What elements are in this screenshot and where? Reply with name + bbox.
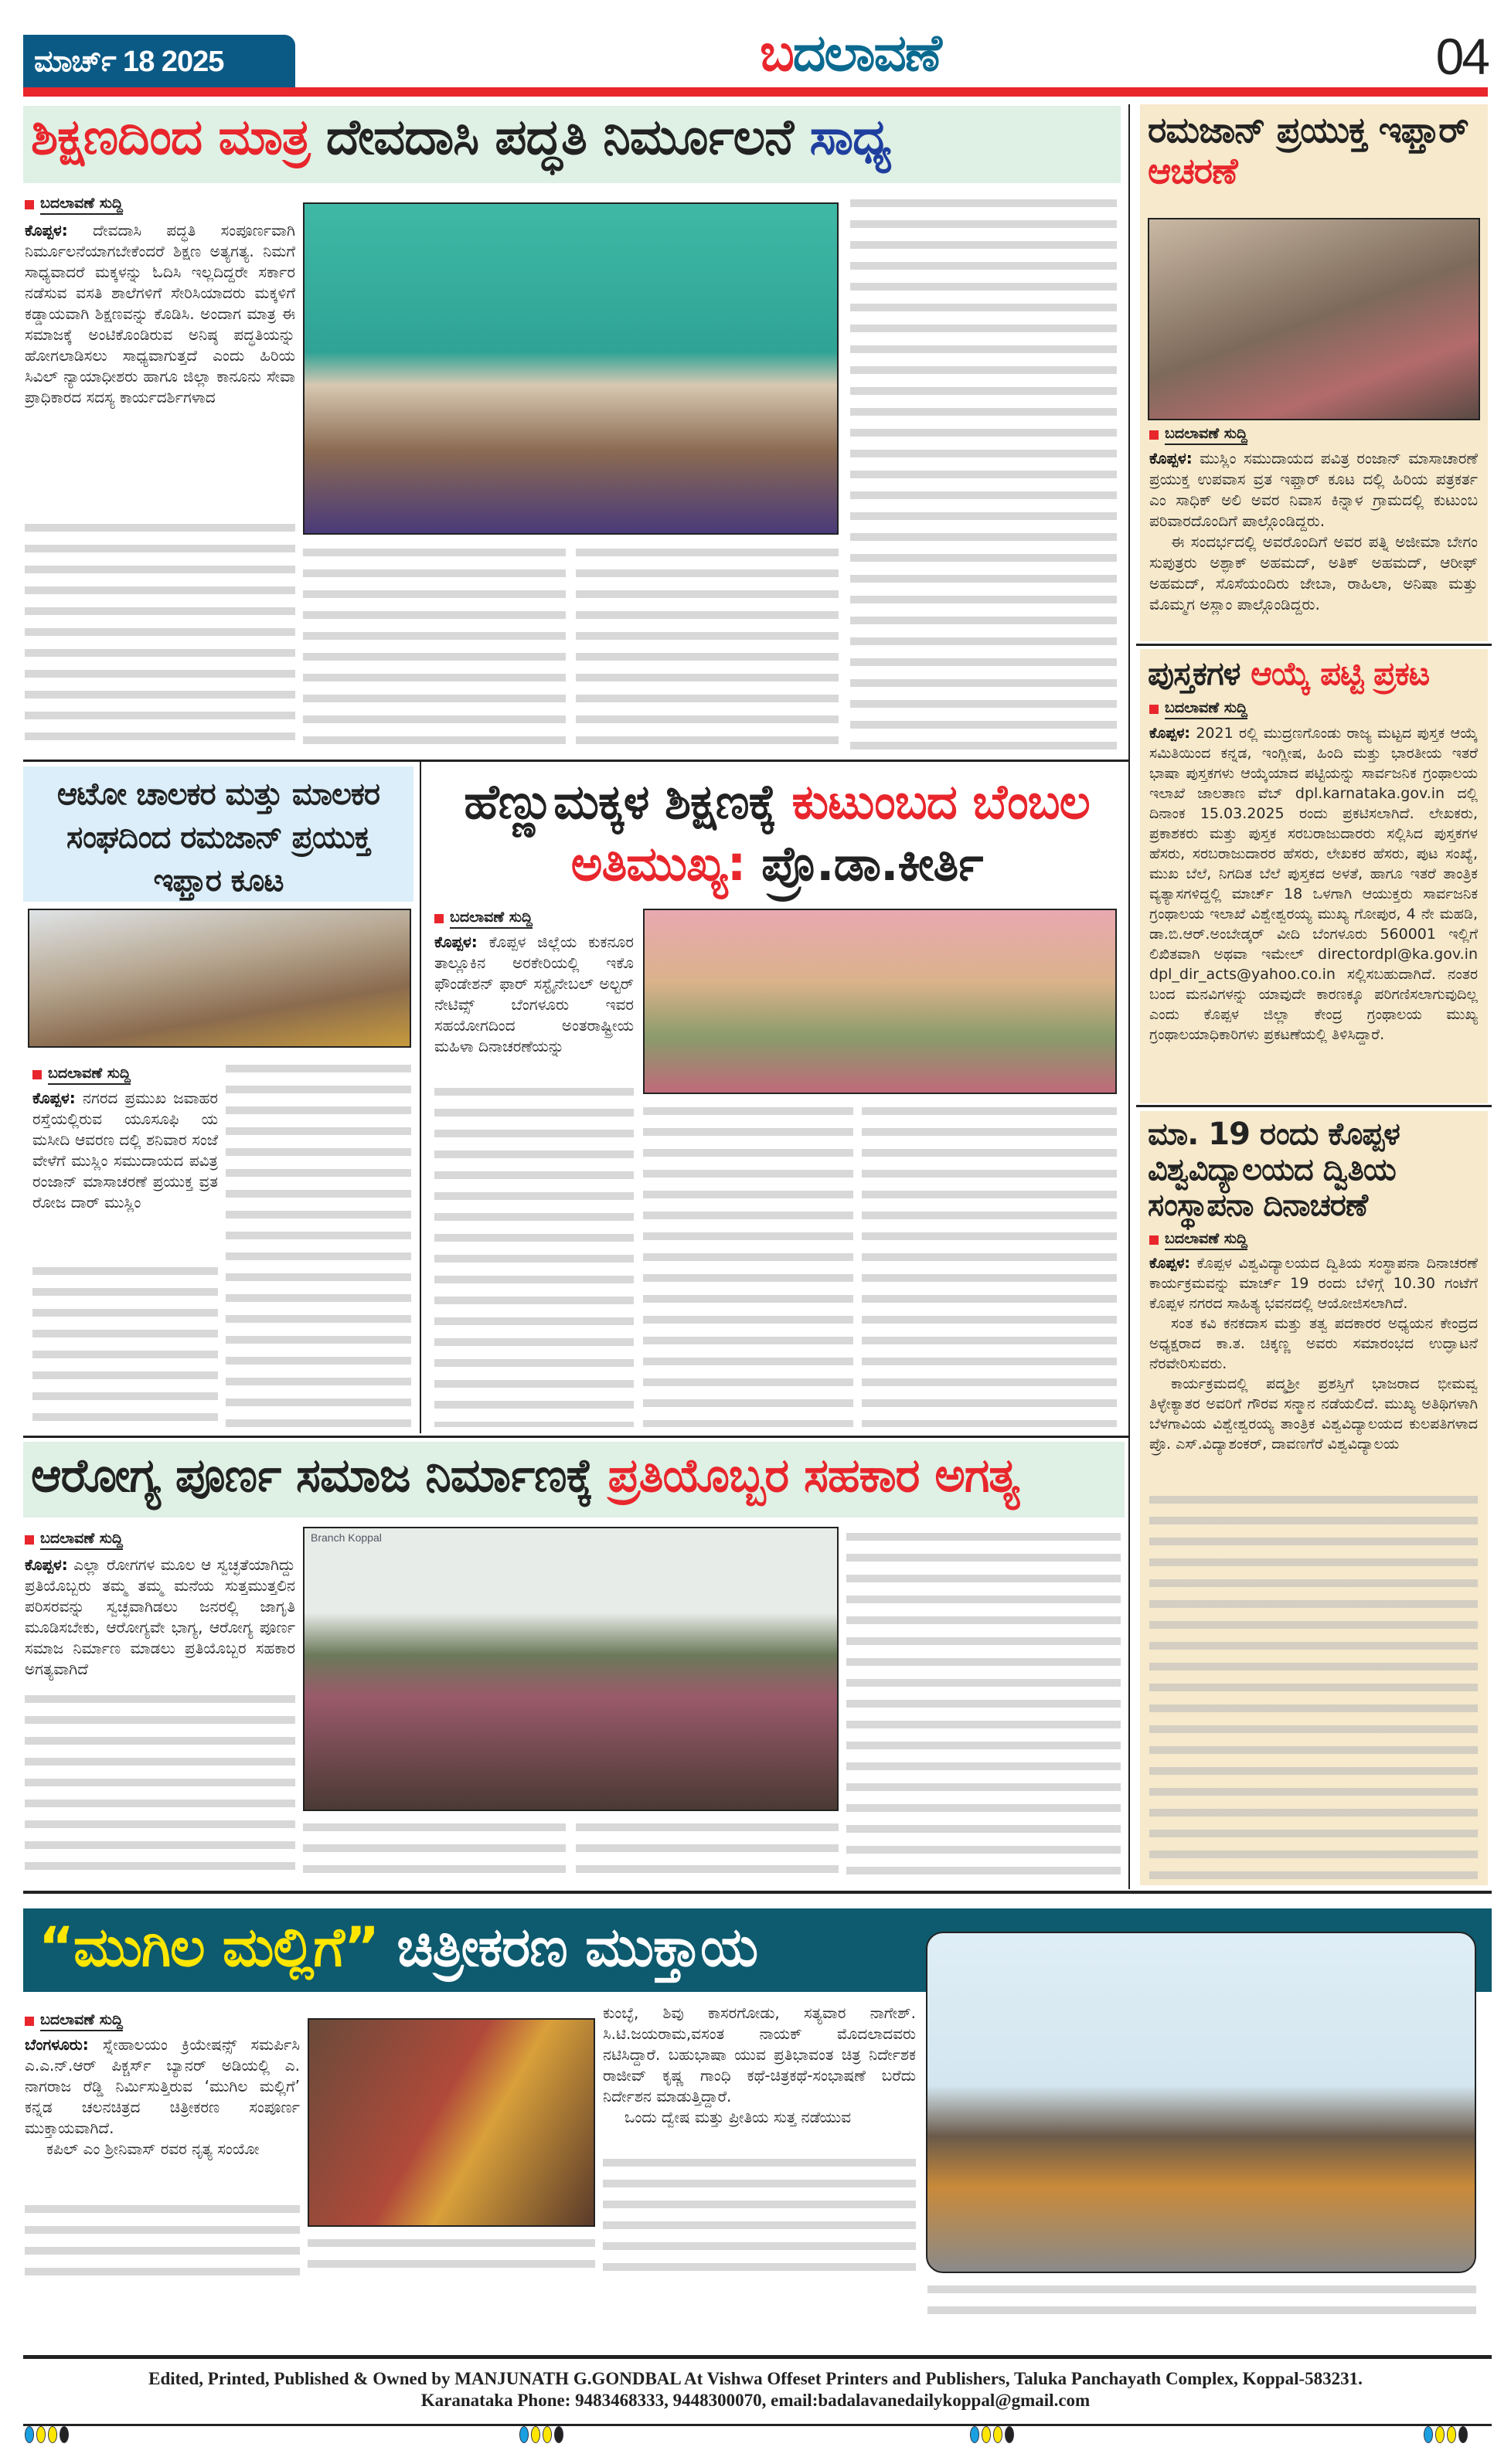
body-text: ಸಂತ ಕವಿ ಕನಕದಾಸ ಮತ್ತು ತತ್ವ ಪದಕಾರರ ಅಧ್ಯಯನ ಕೇಂದ್ರದ ಅಧ್ಯಕ್ಷರಾದ ಕಾ.ತ. ಚಿಕ್ಕಣ್ಣ ಅವರು ಸಮಾರಂಭದ ಉದ್ಘಾಟನೆ ನೆರವೇರಿಸುವರು.: [1149, 1315, 1478, 1372]
dateline: ಕೊಪ್ಪಳ:: [1149, 725, 1190, 742]
section-divider: [23, 760, 1128, 762]
body-text: ಕೊಪ್ಪಳ ವಿಶ್ವವಿದ್ಯಾಲಯದ ದ್ವಿತಿಯ ಸಂಸ್ಥಾಪನಾ ದಿನಾಚರಣೆ ಕಾರ್ಯಕ್ರಮವನ್ನು ಮಾರ್ಚ್ 19 ರಂದು ಬೆಳಿಗ್ಗೆ 10.30 ಗಂಟೆಗೆ ಕೊಪ್ಪಳ ನಗರದ ಸಾಹಿತ್ಯ ಭವನದಲ್ಲಿ ಆಯೋಜಿಸಲಾಗಿದೆ.: [1149, 1255, 1478, 1312]
body-text-continued: [927, 2279, 1476, 2326]
body-text-continued: [32, 1261, 218, 1427]
newspaper-logo: [634, 23, 1067, 84]
byline: [1149, 425, 1247, 445]
section-divider: [23, 1891, 1492, 1894]
logo-first-letter: ಬ: [760, 23, 793, 83]
body-text-continued: [303, 1817, 566, 1883]
body-text-continued: [434, 1082, 634, 1427]
headline-yellow-part: “ಮುಗಿಲ ಮಲ್ಲಿಗೆ”: [39, 1915, 379, 1979]
dateline: ಬೆಂಗಳೂರು:: [25, 2035, 89, 2054]
body-text: ಮುಸ್ಲಿಂ ಸಮುದಾಯದ ಪವಿತ್ರ ರಂಜಾನ್ ಮಾಸಾಚಾರಣೆ ಪ್ರಯುಕ್ತ ಉಪವಾಸ ವ್ರತ ಇಫ್ತಾರ್ ಕೂಟ ದಲ್ಲಿ ಹಿರಿಯ ಪತ್ರಕರ್ತ ಎಂ ಸಾಧಿಕ್ ಅಲಿ ಅವರ ನಿವಾಸ ಕಿನ್ನಾಳ ಗ್ರಾಮದಲ್ಲಿ ಕುಟುಂಬ ಪರಿವಾರದೊಂದಿಗೆ ಪಾಲ್ಗೊಂಡಿದ್ದರು.: [1149, 449, 1478, 530]
byline: [32, 1065, 131, 1085]
body-text: ಎಲ್ಲಾ ರೋಗಗಳ ಮೂಲ ಆ ಸ್ವಚ್ಛತೆಯಾಗಿದ್ದು ಪ್ರತಿಯೊಬ್ಬರು ತಮ್ಮ ತಮ್ಮ ಮನೆಯ ಸುತ್ತಮುತ್ತಲಿನ ಪರಿಸರವನ್ನು ಸ್ವಚ್ಛವಾಗಿಡಲು ಜನರಲ್ಲಿ ಜಾಗೃತಿ ಮೂಡಿಸಬೇಕು, ಆರೋಗ್ಯವೇ ಭಾಗ್ಯ, ಆರೋಗ್ಯ ಪೂರ್ಣ ಸಮಾಜ ನಿರ್ಮಾಣ ಮಾಡಲು ಪ್ರತಿಯೊಬ್ಬರ ಸಹಕಾರ ಅಗತ್ಯವಾಗಿದೆ: [25, 1555, 295, 1678]
iftar-headline: [1148, 110, 1480, 192]
registration-marks: [519, 2426, 563, 2443]
headline-black-part: ಪುಸ್ತಕಗಳ: [1148, 654, 1240, 692]
body-text-continued: [25, 1689, 295, 1882]
section-divider: [1136, 1105, 1492, 1107]
headline-black-part: ಪ್ರೊ.ಡಾ.ಕೀರ್ತಿ: [761, 835, 983, 892]
university-headline: ಮಾ. 19 ರಂದು ಕೊಪ್ಪಳ ವಿಶ್ವವಿದ್ಯಾಲಯದ ದ್ವಿತಿಯ ಸಂಸ್ಥಾಪನಾ ದಿನಾಚರಣೆ: [1148, 1116, 1400, 1223]
dateline: ಕೊಪ್ಪಳ:: [434, 933, 478, 951]
headline-white-part: ಚಿತ್ರೀಕರಣ ಮುಕ್ತಾಯ: [396, 1915, 758, 1979]
headline-blue-part: ಸಾಧ್ಯ: [809, 109, 891, 166]
registration-marks: [970, 2426, 1014, 2443]
health-event-photo: [303, 1527, 839, 1811]
registration-marks: [25, 2426, 69, 2443]
body-text-continued: [303, 542, 566, 751]
body-text: ಒಂದು ದ್ವೇಷ ಮತ್ತು ಪ್ರೀತಿಯ ಸುತ್ತ ನಡೆಯುವ: [624, 2108, 852, 2126]
byline-text: ಬದಲಾವಣೆ ಸುದ್ದಿ: [40, 2011, 123, 2031]
body-text: ದೇವದಾಸಿ ಪದ್ಧತಿ ಸಂಪೂರ್ಣವಾಗಿ ನಿರ್ಮೂಲನೆಯಾಗಬೇಕೆಂದರೆ ಶಿಕ್ಷಣ ಅತ್ಯಗತ್ಯ. ನಿಮಗೆ ಸಾಧ್ಯವಾದರೆ ಮಕ್ಕಳನ್ನು ಓದಿಸಿ ಇಲ್ಲದಿದ್ದರೇ ಸರ್ಕಾರ ನಡೆಸುವ ವಸತಿ ಶಾಲೆಗಳಿಗೆ ಸೇರಿಸಿಯಾದರು ಮಕ್ಕಳಿಗೆ ಕಡ್ಡಾಯವಾಗಿ ಶಿಕ್ಷಣವನ್ನು ಕೊಡಿಸಿ. ಅಂದಾಗ ಮಾತ್ರ ಈ ಸಮಾಜಕ್ಕೆ ಅಂಟಿಕೊಂಡಿರುವ ಅನಿಷ್ಠ ಪದ್ಧತಿಯನ್ನು ಹೋಗಲಾಡಿಸಲು ಸಾಧ್ಯವಾಗುತ್ತದೆ ಎಂದು ಹಿರಿಯ ಸಿವಿಲ್ ನ್ಯಾಯಾಧೀಶರು ಹಾಗೂ ಜಿಲ್ಲಾ ಕಾನೂನು ಸೇವಾ ಪ್ರಾಧಿಕಾರದ ಸದಸ್ಯ ಕಾರ್ಯದರ್ಶಿಗಳಾದ: [25, 221, 295, 406]
imprint-line: Edited, Printed, Published & Owned by MANJUNATH G.GONDBAL At Vishwa Offeset Printers and Publishers, Taluka Panchayath Complex, Koppal-583231.: [148, 2369, 1363, 2388]
byline: [25, 195, 123, 215]
dateline: ಕೊಪ್ಪಳ:: [25, 221, 68, 240]
body-text-continued: [862, 1101, 1117, 1427]
headline-red-part: ಶಿಕ್ಷಣದಿಂದ ಮಾತ್ರ: [31, 109, 310, 166]
film-still-photo: [308, 2018, 595, 2227]
body-text-continued: [603, 2153, 916, 2276]
headline-black-part: ದೇವದಾಸಿ ಪದ್ಧತಿ ನಿರ್ಮೂಲನೆ: [325, 109, 794, 166]
body-text: ಕುಂಬ್ಳೆ, ಶಿವು ಕಾಸರಗೋಡು, ಸತ್ಯವಾರ ನಾಗೇಶ್. ಸಿ.ಟಿ.ಜಯರಾಮ,ವಸಂತ ನಾಯಕ್ ಮೊದಲಾದವರು ನಟಿಸಿದ್ದಾರೆ. ಬಹುಭಾಷಾ ಯುವ ಪ್ರತಿಭಾವಂತ ಚಿತ್ರ ನಿರ್ದೇಶಕ ರಾಜೀವ್ ಕೃಷ್ಣ ಗಾಂಧಿ ಕಥೆ-ಚಿತ್ರಕಥೆ-ಸಂಭಾಷಣೆ ಬರೆದು ನಿರ್ದೇಶನ ಮಾಡುತ್ತಿದ್ದಾರೆ.: [603, 2003, 916, 2105]
byline-text: ಬದಲಾವಣೆ ಸುದ್ದಿ: [40, 1530, 123, 1550]
auto-iftar-photo: [28, 909, 411, 1048]
headline-red-part: ಪ್ರತಿಯೊಬ್ಬರ ಸಹಕಾರ ಅಗತ್ಯ: [607, 1449, 1019, 1503]
section-divider: [23, 1436, 1128, 1438]
girls-body: [434, 932, 634, 1079]
body-text-continued: [643, 1101, 853, 1427]
registration-marks: [1424, 2426, 1468, 2443]
body-text-continued: [1149, 1490, 1478, 1880]
photo-banner-text: Branch Koppal: [311, 1531, 382, 1544]
auto-body: [32, 1088, 218, 1258]
university-body: [1149, 1253, 1478, 1485]
column-divider: [1128, 104, 1130, 1889]
byline: [25, 1530, 123, 1550]
body-text-continued: [25, 518, 295, 749]
byline-text: ಬದಲಾವಣೆ ಸುದ್ದಿ: [1165, 1230, 1247, 1250]
body-text-continued: [850, 193, 1117, 751]
headline-red-part: ಕುಟುಂಬದ ಬೆಂಬಲ ಅತಿಮುಖ್ಯ:: [570, 773, 1090, 892]
body-text-continued: [25, 2199, 300, 2276]
film-body: [25, 2034, 300, 2197]
logo-rest: ದಲಾವಣೆ: [792, 23, 941, 83]
body-text: ಕಾರ್ಯಕ್ರಮದಲ್ಲಿ ಪದ್ಮಶ್ರೀ ಪ್ರಶಸ್ತಿಗೆ ಭಾಜರಾದ ಭೀಮವ್ವ ತಿಳ್ಳೇಕ್ಯಾತರ ಅವರಿಗೆ ಗೌರವ ಸನ್ಮಾನ ನಡೆಯಲಿದೆ. ಮುಖ್ಯ ಅತಿಥಿಗಳಾಗಿ ಬೆಳಗಾವಿಯ ವಿಶ್ವೇಶ್ವರಯ್ಯ ತಾಂತ್ರಿಕ ವಿಶ್ವವಿದ್ಯಾಲಯದ ಕುಲಪತಿಗಳಾದ ಪ್ರೊ. ಎಸ್.ವಿದ್ಯಾಶಂಕರ್, ದಾವಣಗೆರೆ ವಿಶ್ವವಿದ್ಯಾಲಯ: [1149, 1375, 1478, 1453]
headline-black-part: ರಮಜಾನ್ ಪ್ರಯುಕ್ತ ಇಫ್ತಾರ್: [1148, 109, 1468, 151]
devadasi-headline: [31, 110, 890, 167]
dateline: ಕೊಪ್ಪಳ:: [25, 1555, 68, 1574]
body-text-continued: [576, 1817, 839, 1883]
devadasi-event-photo: [303, 202, 839, 535]
dateline: ಕೊಪ್ಪಳ:: [32, 1089, 76, 1107]
health-headline: [31, 1450, 1019, 1503]
byline: [434, 909, 533, 929]
body-text: ಈ ಸಂದರ್ಭದಲ್ಲಿ ಅವರೊಂದಿಗೆ ಅವರ ಪತ್ನಿ ಅಜೀಮಾ ಬೇಗಂ ಸುಪುತ್ರರು ಅಶ್ಫಾಕ್ ಅಹಮದ್, ಅತಿಕ್ ಅಹಮದ್, ಆರೀಫ್ ಅಹಮದ್, ಸೊಸೆಯಂದಿರು ಜೇಬಾ, ರಾಹಿಲಾ, ಅನಿಷಾ ಮತ್ತು ಮೊಮ್ಮಗ ಅಸ್ಲಾಂ ಪಾಲ್ಗೊಂಡಿದ್ದರು.: [1149, 532, 1478, 613]
footer-rule: [23, 2424, 1492, 2426]
contact-line: Karanataka Phone: 9483468333, 9448300070, email:badalavanedailykoppal@gmail.com: [420, 2391, 1091, 2410]
page-number: 04: [1435, 28, 1488, 85]
body-text: ಕೊಪ್ಪಳ ಜಿಲ್ಲೆಯ ಕುಕನೂರ ತಾಲ್ಲೂಕಿನ ಅರಕೇರಿಯಲ್ಲಿ ಇಕೊ ಫೌಂಡೇಶನ್ ಫಾರ್ ಸಸ್ಟೈನೇಬಲ್ ಅಲ್ಟರ್ ನೇಟಿವ್ಸ್ ಬೆಂಗಳೂರು ಇವರ ಸಹಯೋಗದಿಂದ ಅಂತರಾಷ್ಟ್ರೀಯ ಮಹಿಳಾ ದಿನಾಚರಣೆಯನ್ನು: [434, 933, 634, 1055]
auto-headline: ಆಟೋ ಚಾಲಕರ ಮತ್ತು ಮಾಲಕರ ಸಂಘದಿಂದ ರಮಜಾನ್ ಪ್ರಯುಕ್ತ ಇಫ್ತಾರ ಕೂಟ: [56, 777, 380, 899]
headline-red-part: ಆಯ್ಕೆ ಪಟ್ಟಿ ಪ್ರಕಟ: [1251, 654, 1430, 692]
iftar-photo: [1148, 218, 1480, 420]
dateline: ಕೊಪ್ಪಳ:: [1149, 449, 1193, 467]
section-divider: [1136, 644, 1492, 646]
byline-text: ಬದಲಾವಣೆ ಸುದ್ದಿ: [1165, 699, 1247, 719]
body-text: 2021 ರಲ್ಲಿ ಮುದ್ರಣಗೊಂಡು ರಾಜ್ಯ ಮಟ್ಟದ ಪುಸ್ತಕ ಆಯ್ಕೆ ಸಮಿತಿಯಿಂದ ಕನ್ನಡ, ಇಂಗ್ಲೀಷ, ಹಿಂದಿ ಮತ್ತು ಭಾರತೀಯ ಇತರೆ ಭಾಷಾ ಪುಸ್ತಕಗಳು ಆಯ್ಕೆಯಾದ ಪಟ್ಟಿಯನ್ನು ಸಾರ್ವಜನಿಕ ಗ್ರಂಥಾಲಯ ಇಲಾಖೆ ಜಾಲತಾಣ ವೆಬ್ dpl.karnataka.gov.in ದಲ್ಲಿ ದಿನಾಂಕ 15.03.2025 ರಂದು ಪ್ರಕಟಿಸಲಾಗಿದೆ. ಲೇಖಕರು, ಪ್ರಕಾಶಕರು ಮತ್ತು ಪುಸ್ತಕ ಸರಬರಾಜುದಾರರು ಸಲ್ಲಿಸಿದ ಪುಸ್ತಕಗಳ ಹೆಸರು, ಸರಬರಾಜುದಾರರ ಹೆಸರು, ಲೇಖಕರ ಹೆಸರು, ಪುಟ ಸಂಖ್ಯೆ, ಮುಖ ಬೆಲೆ, ನಿಗದಿತ ಬೆಲೆ ಪುಸ್ತಕದ ಅಳತೆ, ಹಾಗೂ ಇತರೆ ತಾಂತ್ರಿಕ ವ್ಯತ್ಯಾಸಗಳಿದ್ದಲ್ಲಿ ಮಾರ್ಚ್ 18 ಒಳಗಾಗಿ ಆಯುಕ್ತರು ಸಾರ್ವಜನಿಕ ಗ್ರಂಥಾಲಯ ಇಲಾಖೆ ವಿಶ್ವೇಶ್ವರಯ್ಯ ಮುಖ್ಯ ಗೋಪುರ, 4 ನೇ ಮಹಡಿ, ಡಾ.ಬಿ.ಆರ್.ಅಂಬೇಡ್ಕರ್ ವೀದಿ ಬೆಂಗಳೂರು 560001 ಇಲ್ಲಿಗೆ ಲಿಖಿತವಾಗಿ ಅಥವಾ ಇಮೇಲ್ directordpl@ka.gov.in dpl_dir_acts@yahoo.co.in ಸಲ್ಲಿಸಬಹುದಾಗಿದೆ. ನಂತರ ಬಂದ ಮನವಿಗಳನ್ನು ಯಾವುದೇ ಕಾರಣಕ್ಕೂ ಪರಿಗಣಿಸಲಾಗುವುದಿಲ್ಲ ಎಂದು ಕೊಪ್ಪಳ ಜಿಲ್ಲಾ ಕೇಂದ್ರ ಗ್ರಂಥಾಲಯ ಮುಖ್ಯ ಗ್ರಂಥಾಲಯಾಧಿಕಾರಿಗಳು ಪ್ರಕಟಣೆಯಲ್ಲಿ ತಿಳಿಸಿದ್ದಾರೆ.: [1149, 725, 1478, 1043]
iftar-body: [1149, 448, 1478, 637]
byline: [1149, 1230, 1247, 1250]
column-divider: [420, 761, 421, 1433]
body-text-continued: [846, 1527, 1121, 1882]
health-body: [25, 1555, 295, 1686]
film-headline: [39, 1916, 757, 1979]
footer-divider: [23, 2355, 1492, 2359]
byline-text: ಬದಲಾವಣೆ ಸುದ್ದಿ: [450, 909, 533, 929]
film-crew-photo: [926, 1932, 1476, 2273]
books-body: [1149, 723, 1478, 1100]
dateline: ಕೊಪ್ಪಳ:: [1149, 1255, 1190, 1272]
byline-text: ಬದಲಾವಣೆ ಸುದ್ದಿ: [48, 1065, 131, 1085]
body-text-continued: [226, 1059, 411, 1427]
headline-black-part: ಆರೋಗ್ಯ ಪೂರ್ಣ ಸಮಾಜ ನಿರ್ಮಾಣಕ್ಕೆ: [31, 1449, 593, 1503]
girls-event-photo: [643, 909, 1117, 1094]
body-text: ನಗರದ ಪ್ರಮುಖ ಜವಾಹರ ರಸ್ತೆಯಲ್ಲಿರುವ ಯೂಸೂಫಿ ಯ ಮಸೀದಿ ಆವರಣ ದಲ್ಲಿ ಶನಿವಾರ ಸಂಜೆ ವೇಳೆಗೆ ಮುಸ್ಲಿಂ ಸಮುದಾಯದ ಪವಿತ್ರ ರಂಜಾನ್ ಮಾಸಾಚರಣೆ ಪ್ರಯುಕ್ತ ವ್ರತ ರೋಜ ದಾರ್ ಮುಸ್ಲಿಂ: [32, 1089, 218, 1212]
byline-text: ಬದಲಾವಣೆ ಸುದ್ದಿ: [1165, 425, 1247, 445]
issue-date: ಮಾರ್ಚ್ 18 2025: [23, 35, 295, 89]
headline-red-part: ಆಚರಣೆ: [1148, 149, 1237, 192]
masthead-divider: [23, 87, 1488, 97]
body-text-continued: [576, 542, 839, 751]
body-text: ಸ್ನೇಹಾಲಯಂ ಕ್ರಿಯೇಷನ್ಸ್ ಸಮರ್ಪಿಸಿ ಎ.ಎ.ನ್.ಆರ್ ಪಿಕ್ಚರ್ಸ್ ಬ್ಯಾನರ್ ಅಡಿಯಲ್ಲಿ ಎ. ನಾಗರಾಜ ರೆಡ್ಡಿ ನಿರ್ಮಿಸುತ್ತಿರುವ ‘ಮುಗಿಲ ಮಲ್ಲಿಗೆ’ ಕನ್ನಡ ಚಲನಚಿತ್ರದ ಚಿತ್ರೀಕರಣ ಸಂಪೂರ್ಣ ಮುಕ್ತಾಯವಾಗಿದೆ.: [25, 2035, 300, 2137]
film-body-continued: [603, 2003, 916, 2150]
body-text: ಕಪಿಲ್ ಎಂ ಶ್ರೀನಿವಾಸ್ ರವರ ನೃತ್ಯ ಸಂಯೋ: [46, 2139, 260, 2158]
byline-text: ಬದಲಾವಣೆ ಸುದ್ದಿ: [40, 195, 123, 215]
byline: [25, 2011, 123, 2031]
byline: [1149, 699, 1247, 719]
girls-education-headline: [433, 771, 1121, 895]
books-headline: [1148, 655, 1429, 692]
devadasi-body: [25, 220, 295, 514]
headline-black-part: ಹೆಣ್ಣುಮಕ್ಕಳ ಶಿಕ್ಷಣಕ್ಕೆ: [464, 773, 776, 830]
photo-caption: [308, 2233, 595, 2276]
